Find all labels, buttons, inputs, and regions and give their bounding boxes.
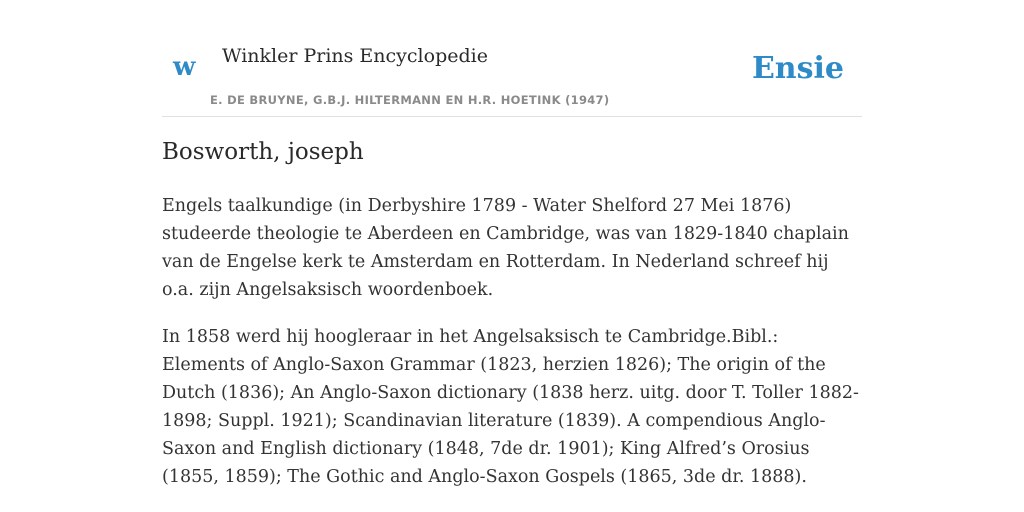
entry-title: Bosworth, joseph — [162, 139, 364, 165]
source-authors: E. DE BRUYNE, G.B.J. HILTERMANN EN H.R. HOETINK (1947) — [210, 93, 610, 107]
source-header — [162, 0, 862, 117]
winkler-prins-logo-icon[interactable]: w — [173, 52, 196, 82]
entry-body — [162, 192, 862, 510]
entry-paragraph: In 1858 werd hij hoogleraar in het Angelsaksisch te Cambridge.Bibl.: Elements of Anglo-Saxon Grammar (1823, herzien 1826); The origin of the Dutch (1836); An Anglo-Saxon dictionary (1838 herz. uitg. door T. Toller 1882-1898; Suppl. 1921); Scandinavian literature (1839). A compendious Anglo-Saxon and English dictionary (1848, 7de dr. 1901); King Alfred’s Orosius (1855, 1859); The Gothic and Anglo-Saxon Gospels (1865, 3de dr. 1888). — [162, 327, 859, 487]
source-book-title[interactable]: Winkler Prins Encyclopedie — [222, 45, 488, 67]
entry-paragraph: Engels taalkundige (in Derbyshire 1789 - Water Shelford 27 Mei 1876) studeerde theologie te Aberdeen en Cambridge, was van 1829-1840 chaplain van de Engelse kerk te Amsterdam en Rotterdam. In Nederland schreef hij o.a. zijn Angelsaksisch woordenboek. — [162, 196, 849, 300]
ensie-logo-link[interactable]: Ensie — [751, 51, 844, 86]
